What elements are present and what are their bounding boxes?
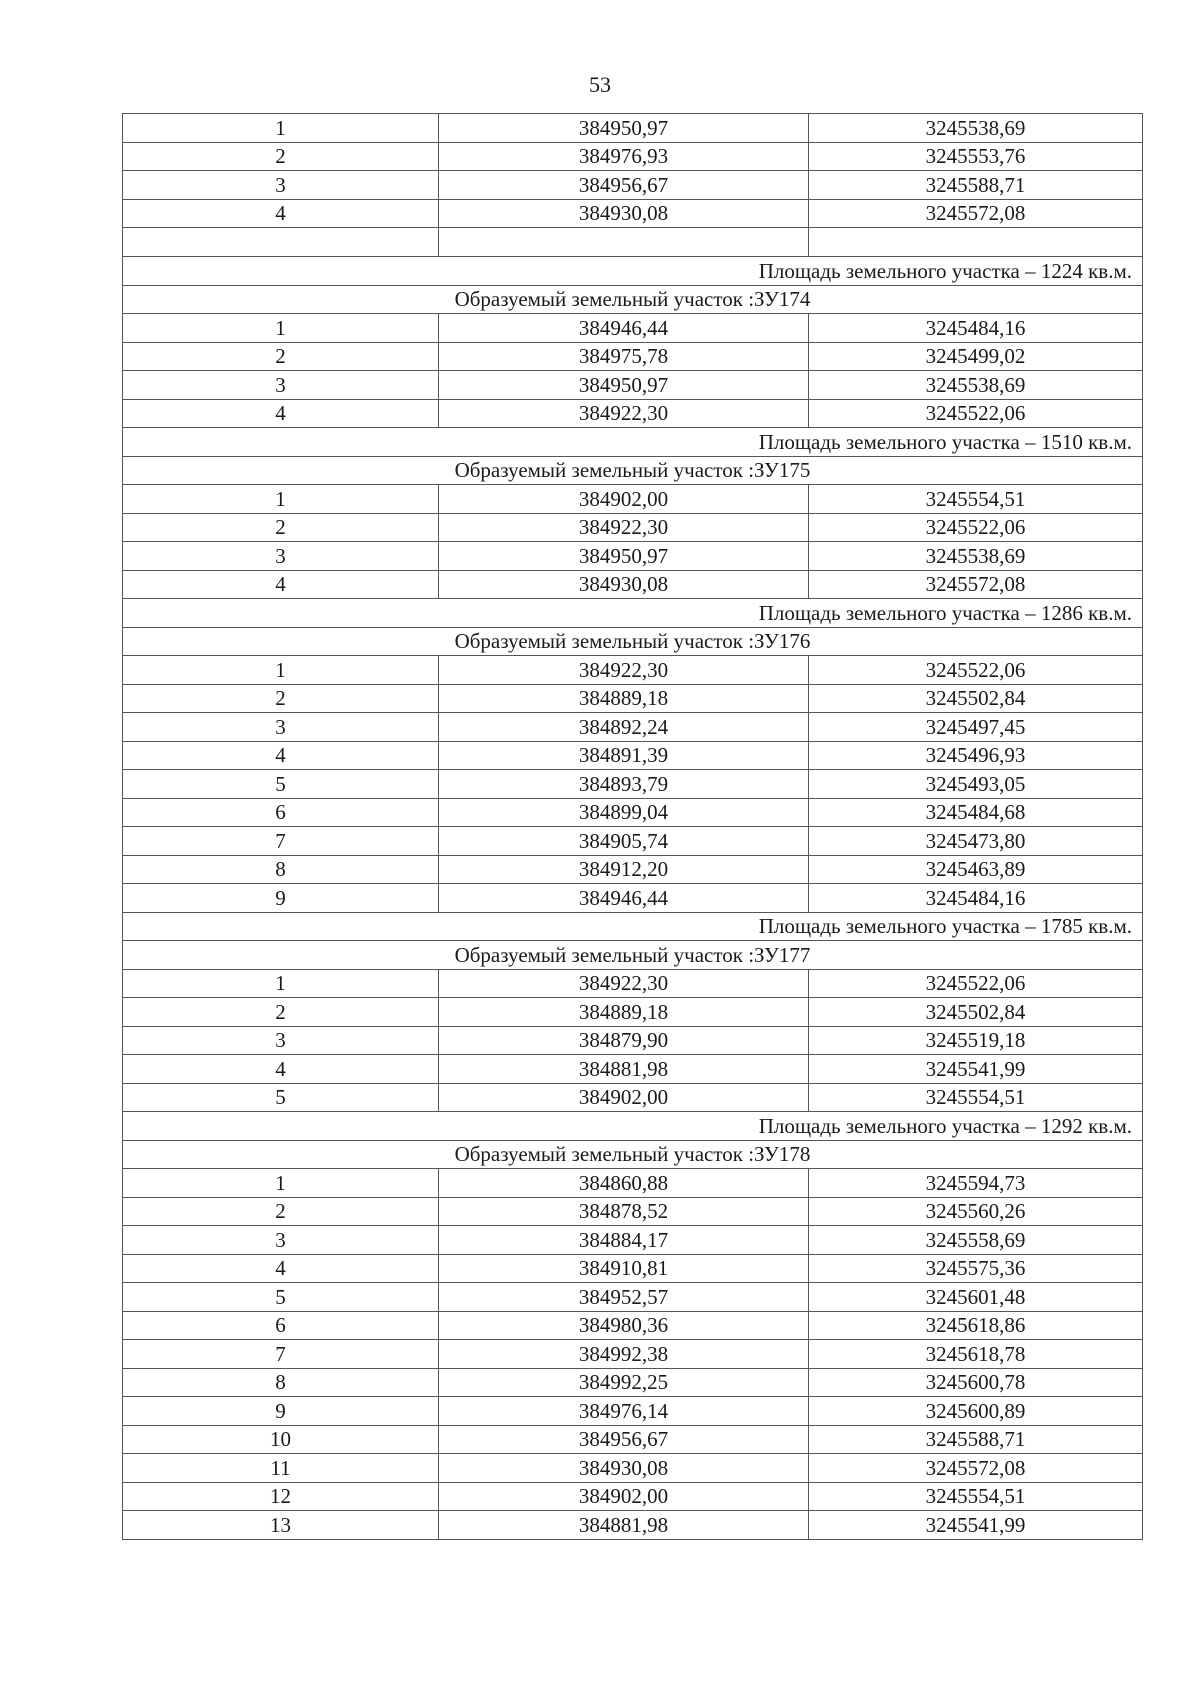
point-number-cell: 9 [123,1397,439,1426]
point-number-cell: 1 [123,114,439,143]
table-row [123,199,1143,228]
y-coordinate-cell: 3245484,16 [809,314,1143,343]
table-row [123,656,1143,685]
point-number-cell: 8 [123,1368,439,1397]
y-coordinate-cell: 3245558,69 [809,1226,1143,1255]
point-number-cell: 4 [123,399,439,428]
point-number-cell: 2 [123,1197,439,1226]
point-number-cell: 7 [123,827,439,856]
point-number-cell: 12 [123,1482,439,1511]
table-row [123,827,1143,856]
x-coordinate-cell: 384922,30 [439,399,809,428]
table-row [123,884,1143,913]
table-row [123,570,1143,599]
table-row [123,713,1143,742]
point-number-cell: 3 [123,171,439,200]
x-coordinate-cell: 384922,30 [439,513,809,542]
y-coordinate-cell: 3245484,16 [809,884,1143,913]
y-coordinate-cell: 3245600,89 [809,1397,1143,1426]
point-number-cell: 3 [123,1026,439,1055]
y-coordinate-cell: 3245522,06 [809,969,1143,998]
y-coordinate-cell: 3245502,84 [809,684,1143,713]
table-row [123,142,1143,171]
x-coordinate-cell: 384930,08 [439,1454,809,1483]
parcel-area: Площадь земельного участка – 1286 кв.м. [123,599,1143,628]
table-row [123,1026,1143,1055]
parcel-title: Образуемый земельный участок :ЗУ178 [123,1140,1143,1169]
table-row [123,770,1143,799]
point-number-cell: 7 [123,1340,439,1369]
point-number-cell: 11 [123,1454,439,1483]
x-coordinate-cell: 384950,97 [439,542,809,571]
parcel-area-row [123,1112,1143,1141]
y-coordinate-cell: 3245588,71 [809,171,1143,200]
y-coordinate-cell: 3245541,99 [809,1511,1143,1540]
x-coordinate-cell: 384956,67 [439,171,809,200]
x-coordinate-cell: 384950,97 [439,114,809,143]
x-coordinate-cell: 384992,25 [439,1368,809,1397]
x-coordinate-cell: 384879,90 [439,1026,809,1055]
y-coordinate-cell: 3245496,93 [809,741,1143,770]
parcel-area-row [123,257,1143,286]
x-coordinate-cell: 384891,39 [439,741,809,770]
y-coordinate-cell: 3245499,02 [809,342,1143,371]
x-coordinate-cell: 384878,52 [439,1197,809,1226]
table-row [123,1311,1143,1340]
x-coordinate-cell: 384950,97 [439,371,809,400]
y-coordinate-cell: 3245538,69 [809,542,1143,571]
table-row [123,542,1143,571]
point-number-cell: 5 [123,1283,439,1312]
y-coordinate-cell: 3245473,80 [809,827,1143,856]
y-coordinate-cell: 3245572,08 [809,1454,1143,1483]
coordinates-table [122,113,1143,1540]
table-row [123,171,1143,200]
point-number-cell: 1 [123,485,439,514]
point-number-cell: 3 [123,1226,439,1255]
parcel-area: Площадь земельного участка – 1785 кв.м. [123,912,1143,941]
y-coordinate-cell: 3245519,18 [809,1026,1143,1055]
empty-cell [439,228,809,257]
x-coordinate-cell: 384976,93 [439,142,809,171]
y-coordinate-cell: 3245575,36 [809,1254,1143,1283]
parcel-area: Площадь земельного участка – 1224 кв.м. [123,257,1143,286]
table-row [123,998,1143,1027]
point-number-cell: 6 [123,1311,439,1340]
point-number-cell: 4 [123,1055,439,1084]
table-row [123,1283,1143,1312]
point-number-cell: 5 [123,1083,439,1112]
y-coordinate-cell: 3245522,06 [809,513,1143,542]
y-coordinate-cell: 3245538,69 [809,371,1143,400]
x-coordinate-cell: 384902,00 [439,485,809,514]
x-coordinate-cell: 384905,74 [439,827,809,856]
x-coordinate-cell: 384956,67 [439,1425,809,1454]
x-coordinate-cell: 384881,98 [439,1511,809,1540]
point-number-cell: 1 [123,1169,439,1198]
y-coordinate-cell: 3245554,51 [809,1482,1143,1511]
x-coordinate-cell: 384910,81 [439,1254,809,1283]
x-coordinate-cell: 384922,30 [439,969,809,998]
x-coordinate-cell: 384952,57 [439,1283,809,1312]
parcel-area: Площадь земельного участка – 1292 кв.м. [123,1112,1143,1141]
x-coordinate-cell: 384889,18 [439,998,809,1027]
x-coordinate-cell: 384930,08 [439,199,809,228]
parcel-title-row [123,627,1143,656]
table-row [123,314,1143,343]
y-coordinate-cell: 3245541,99 [809,1055,1143,1084]
parcel-title-row [123,285,1143,314]
y-coordinate-cell: 3245572,08 [809,199,1143,228]
table-row [123,1425,1143,1454]
point-number-cell: 10 [123,1425,439,1454]
y-coordinate-cell: 3245554,51 [809,1083,1143,1112]
table-row [123,1226,1143,1255]
point-number-cell: 4 [123,199,439,228]
y-coordinate-cell: 3245594,73 [809,1169,1143,1198]
point-number-cell: 8 [123,855,439,884]
x-coordinate-cell: 384946,44 [439,314,809,343]
point-number-cell: 9 [123,884,439,913]
y-coordinate-cell: 3245497,45 [809,713,1143,742]
x-coordinate-cell: 384930,08 [439,570,809,599]
table-row [123,371,1143,400]
table-row [123,741,1143,770]
point-number-cell: 6 [123,798,439,827]
table-row [123,1197,1143,1226]
table-row [123,798,1143,827]
y-coordinate-cell: 3245538,69 [809,114,1143,143]
point-number-cell: 2 [123,513,439,542]
x-coordinate-cell: 384893,79 [439,770,809,799]
point-number-cell: 3 [123,371,439,400]
parcel-title: Образуемый земельный участок :ЗУ177 [123,941,1143,970]
x-coordinate-cell: 384912,20 [439,855,809,884]
empty-cell [809,228,1143,257]
x-coordinate-cell: 384899,04 [439,798,809,827]
point-number-cell: 5 [123,770,439,799]
point-number-cell: 1 [123,314,439,343]
table-row [123,1254,1143,1283]
y-coordinate-cell: 3245522,06 [809,656,1143,685]
x-coordinate-cell: 384902,00 [439,1083,809,1112]
parcel-title-row [123,1140,1143,1169]
table-row [123,1511,1143,1540]
parcel-area: Площадь земельного участка – 1510 кв.м. [123,428,1143,457]
x-coordinate-cell: 384884,17 [439,1226,809,1255]
empty-cell [123,228,439,257]
point-number-cell: 2 [123,142,439,171]
y-coordinate-cell: 3245600,78 [809,1368,1143,1397]
table-row [123,513,1143,542]
table-row [123,114,1143,143]
x-coordinate-cell: 384975,78 [439,342,809,371]
parcel-title: Образуемый земельный участок :ЗУ174 [123,285,1143,314]
y-coordinate-cell: 3245553,76 [809,142,1143,171]
x-coordinate-cell: 384860,88 [439,1169,809,1198]
coordinates-table-body [123,114,1143,1540]
parcel-area-row [123,599,1143,628]
y-coordinate-cell: 3245463,89 [809,855,1143,884]
parcel-title: Образуемый земельный участок :ЗУ176 [123,627,1143,656]
x-coordinate-cell: 384892,24 [439,713,809,742]
y-coordinate-cell: 3245601,48 [809,1283,1143,1312]
x-coordinate-cell: 384889,18 [439,684,809,713]
empty-row [123,228,1143,257]
table-row [123,1368,1143,1397]
point-number-cell: 3 [123,713,439,742]
y-coordinate-cell: 3245618,86 [809,1311,1143,1340]
table-row [123,1340,1143,1369]
x-coordinate-cell: 384881,98 [439,1055,809,1084]
y-coordinate-cell: 3245588,71 [809,1425,1143,1454]
parcel-title-row [123,456,1143,485]
x-coordinate-cell: 384976,14 [439,1397,809,1426]
point-number-cell: 2 [123,684,439,713]
x-coordinate-cell: 384992,38 [439,1340,809,1369]
y-coordinate-cell: 3245493,05 [809,770,1143,799]
point-number-cell: 4 [123,1254,439,1283]
page-number: 53 [589,72,611,97]
y-coordinate-cell: 3245572,08 [809,570,1143,599]
table-row [123,684,1143,713]
point-number-cell: 2 [123,998,439,1027]
point-number-cell: 1 [123,969,439,998]
point-number-cell: 13 [123,1511,439,1540]
x-coordinate-cell: 384946,44 [439,884,809,913]
table-row [123,1169,1143,1198]
table-row [123,1397,1143,1426]
table-row [123,399,1143,428]
x-coordinate-cell: 384922,30 [439,656,809,685]
x-coordinate-cell: 384902,00 [439,1482,809,1511]
y-coordinate-cell: 3245618,78 [809,1340,1143,1369]
point-number-cell: 4 [123,570,439,599]
y-coordinate-cell: 3245522,06 [809,399,1143,428]
x-coordinate-cell: 384980,36 [439,1311,809,1340]
parcel-area-row [123,428,1143,457]
table-row [123,485,1143,514]
y-coordinate-cell: 3245554,51 [809,485,1143,514]
point-number-cell: 2 [123,342,439,371]
y-coordinate-cell: 3245484,68 [809,798,1143,827]
point-number-cell: 1 [123,656,439,685]
table-row [123,969,1143,998]
point-number-cell: 3 [123,542,439,571]
parcel-title: Образуемый земельный участок :ЗУ175 [123,456,1143,485]
table-row [123,342,1143,371]
point-number-cell: 4 [123,741,439,770]
parcel-title-row [123,941,1143,970]
table-row [123,1083,1143,1112]
y-coordinate-cell: 3245560,26 [809,1197,1143,1226]
table-row [123,1454,1143,1483]
parcel-area-row [123,912,1143,941]
table-row [123,855,1143,884]
table-row [123,1055,1143,1084]
y-coordinate-cell: 3245502,84 [809,998,1143,1027]
table-row [123,1482,1143,1511]
